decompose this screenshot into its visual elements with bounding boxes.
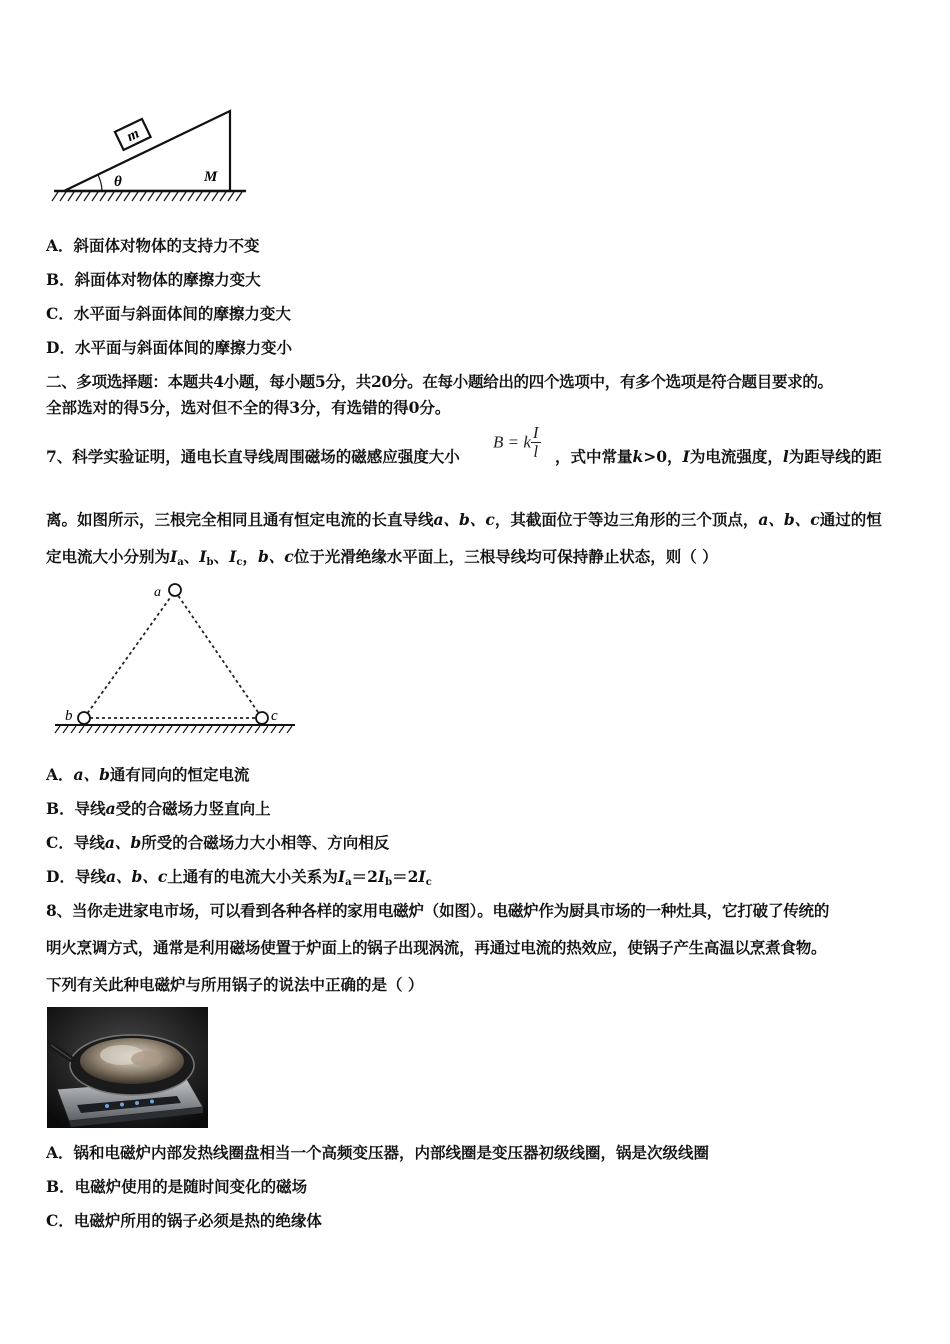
- q7-line1: [46, 447, 460, 467]
- section-note: 全部选对的得5分，选对但不全的得3分，有选错的得0分。: [46, 398, 451, 417]
- q8-line1: 8、当你走进家电市场，可以看到各种各样的家用电磁炉（如图）。电磁炉作为厨具市场的一种灶具，它打破了传统的: [46, 901, 830, 920]
- induction-cooker-photo: [47, 1007, 208, 1128]
- text-segment: ，式中常量: [555, 447, 633, 466]
- option-letter: B．: [46, 799, 75, 818]
- option-text: 导线: [74, 799, 106, 818]
- option-text: 导线: [73, 833, 105, 852]
- option-letter: A．: [46, 765, 74, 784]
- option-text: 电磁炉所用的锅子必须是热的绝缘体: [73, 1211, 322, 1230]
- option-text: 上通有的电流大小关系为: [167, 867, 338, 886]
- wire-vars: a、b: [73, 765, 110, 784]
- q7-line3: [46, 547, 718, 573]
- q6-option-c: [46, 304, 291, 324]
- option-letter: D．: [46, 867, 75, 886]
- current-subscript: b: [385, 877, 393, 888]
- section-heading: 二、多项选择题：本题共4小题，每小题5分，共20分。在每小题给出的四个选项中，有多个选项是符合题目要求的。: [46, 372, 833, 391]
- q7-option-a: [46, 765, 249, 785]
- q8-line3: 下列有关此种电磁炉与所用锅子的说法中正确的是（ ）: [46, 975, 424, 994]
- text-segment: 离。如图所示，三根完全相同且通有恒定电流的长直导线: [46, 510, 434, 529]
- text-segment: ，其截面位于等边三角形的三个顶点，: [494, 510, 759, 529]
- q8-option-c: [46, 1211, 322, 1231]
- q7-option-b: [46, 799, 271, 819]
- body-label: M: [204, 169, 218, 185]
- option-text: 受的合磁场力竖直向上: [115, 799, 271, 818]
- current-symbol: I: [337, 867, 346, 886]
- q7-line1-tail: [555, 447, 882, 467]
- current-symbol: I: [199, 547, 207, 566]
- relation-sign: ＝2: [351, 867, 378, 886]
- wire-vars: a、b、c: [433, 510, 495, 529]
- current-symbol: I: [229, 547, 237, 566]
- wire-c-icon: [256, 712, 268, 724]
- option-letter: C．: [46, 1211, 74, 1230]
- text-segment: 通过的恒: [819, 510, 882, 529]
- option-text: 水平面与斜面体间的摩擦力变大: [73, 304, 291, 323]
- current-subscript: a: [345, 877, 352, 888]
- incline-figure: [50, 105, 250, 205]
- wire-vars: b、c: [257, 547, 294, 566]
- text-segment: >0，: [643, 447, 683, 466]
- q6-option-d: [46, 338, 292, 358]
- wire-vars: a、b、c: [105, 867, 168, 886]
- formula-lhs: B = k: [493, 432, 531, 452]
- current-subscript: a: [177, 557, 184, 568]
- text-segment: 定电流大小分别为: [46, 547, 171, 566]
- label-b: b: [65, 708, 73, 724]
- separator: 、: [213, 547, 230, 566]
- relation-sign: ＝2: [392, 867, 419, 886]
- option-letter: A．: [46, 1143, 74, 1162]
- l-symbol: l: [782, 447, 789, 466]
- option-text: 斜面体对物体的支持力不变: [73, 236, 260, 255]
- wire-vars: a、b、c: [758, 510, 820, 529]
- wire-b-icon: [78, 712, 90, 724]
- text-segment: 为电流强度，: [689, 447, 783, 466]
- q6-option-b: [46, 270, 261, 290]
- formula-denominator: l: [533, 442, 539, 461]
- option-text: 所受的合磁场力大小相等、方向相反: [141, 833, 390, 852]
- current-subscript: c: [425, 877, 432, 888]
- option-text: 斜面体对物体的摩擦力变大: [74, 270, 261, 289]
- option-text: 电磁炉使用的是随时间变化的磁场: [74, 1177, 308, 1196]
- text-segment: 位于光滑绝缘水平面上，三根导线均可保持静止状态，则（ ）: [293, 547, 718, 566]
- option-letter: B．: [46, 270, 75, 289]
- I-symbol: I: [682, 447, 690, 466]
- option-letter: C．: [46, 833, 74, 852]
- option-text: 锅和电磁炉内部发热线圈盘相当一个高频变压器，内部线圈是变压器初级线圈，锅是次级线圈: [73, 1143, 710, 1162]
- current-symbol: I: [418, 867, 426, 886]
- separator: 、: [183, 547, 200, 566]
- angle-label: θ: [114, 174, 122, 190]
- option-letter: C．: [46, 304, 74, 323]
- option-letter: B．: [46, 1177, 75, 1196]
- field-formula: [493, 424, 541, 461]
- q7-line2: [46, 510, 882, 530]
- q6-option-a: [46, 236, 260, 256]
- option-letter: D．: [46, 338, 75, 357]
- q7-intro: 7、科学实验证明，通电长直导线周围磁场的磁感应强度大小: [46, 447, 460, 466]
- option-text: 导线: [74, 867, 106, 886]
- q8-option-b: [46, 1177, 307, 1197]
- label-c: c: [271, 708, 278, 724]
- wire-vars: a: [105, 799, 116, 818]
- formula-fraction: [531, 424, 541, 461]
- label-a: a: [154, 585, 161, 600]
- triangle-figure: [50, 578, 300, 738]
- current-subscript: b: [206, 557, 214, 568]
- wire-a-icon: [169, 584, 181, 596]
- block-label: m: [124, 125, 142, 146]
- option-letter: A．: [46, 236, 74, 255]
- text-segment: ，: [242, 547, 258, 566]
- q7-option-d: [46, 867, 432, 893]
- current-subscript: c: [236, 557, 243, 568]
- option-text: 通有同向的恒定电流: [109, 765, 250, 784]
- q7-option-c: [46, 833, 389, 853]
- wire-vars: a、b: [104, 833, 142, 852]
- current-symbol: I: [170, 547, 178, 566]
- option-text: 水平面与斜面体间的摩擦力变小: [74, 338, 292, 357]
- k-symbol: k: [632, 447, 644, 466]
- q8-option-a: [46, 1143, 709, 1163]
- text-segment: 为距导线的距: [788, 447, 882, 466]
- formula-numerator: I: [532, 423, 539, 442]
- current-symbol: I: [377, 867, 386, 886]
- q8-line2: 明火烹调方式，通常是利用磁场使置于炉面上的锅子出现涡流，再通过电流的热效应，使锅子产生高温以烹煮食物。: [46, 938, 827, 957]
